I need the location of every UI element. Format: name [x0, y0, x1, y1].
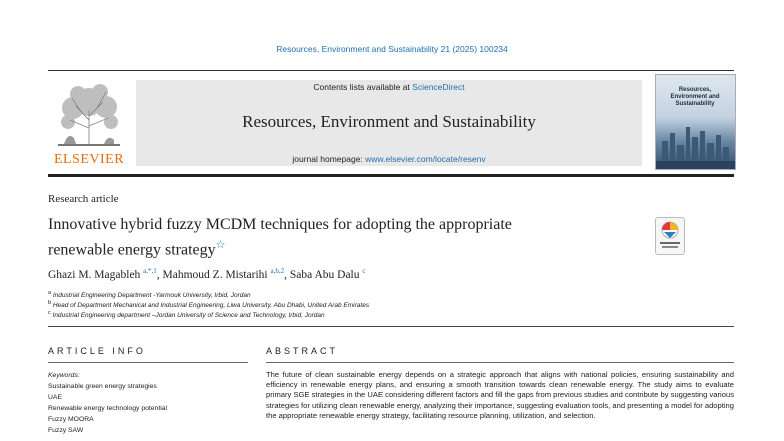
title-line-1: Innovative hybrid fuzzy MCDM techniques for adopting the appropriate	[48, 216, 512, 233]
section-divider	[48, 326, 734, 327]
keyword-item[interactable]: UAE	[48, 394, 62, 401]
elsevier-wordmark[interactable]: ELSEVIER	[53, 152, 125, 167]
author-name[interactable]: Ghazi M. Magableh	[48, 268, 141, 281]
abstract-heading: ABSTRACT	[266, 346, 339, 356]
affiliation-item	[48, 300, 369, 309]
title-footnote-star-icon[interactable]: ☆	[215, 239, 226, 251]
author-affiliation-marker[interactable]: a,b,2	[270, 267, 285, 275]
affiliation-item	[48, 310, 325, 319]
affiliation-text: Head of Department Mechanical and Industrial Engineering, Liwa University, Abu Dhabi, United Arab Emirates	[52, 302, 370, 310]
author-affiliation-marker[interactable]: a,*,1	[143, 267, 157, 275]
keyword-item[interactable]: Renewable energy technology potential	[48, 405, 168, 412]
homepage-prefix: journal homepage:	[292, 154, 366, 164]
homepage-link[interactable]: www.elsevier.com/locate/resenv	[365, 154, 486, 164]
article-title	[48, 215, 628, 260]
contents-prefix: Contents lists available at	[313, 82, 413, 92]
affiliation-text: Industrial Engineering department –Jordan University of Science and Technology, Irbid, Jordan	[52, 312, 325, 320]
abstract-rule	[266, 362, 734, 363]
journal-citation[interactable]: Resources, Environment and Sustainability 21 (2025) 100234	[276, 44, 508, 54]
author-name[interactable]: Saba Abu Dalu	[289, 268, 360, 281]
check-for-updates-icon[interactable]	[655, 217, 685, 255]
city-skyline-icon	[656, 119, 735, 169]
keyword-item[interactable]: Fuzzy SAW	[48, 427, 84, 434]
affiliation-key: a	[48, 290, 52, 296]
keyword-item[interactable]: Sustainable green energy strategies	[48, 383, 157, 390]
title-line-2: renewable energy strategy	[48, 241, 216, 259]
header-rule	[48, 70, 734, 71]
header-divider-thick	[48, 174, 734, 177]
author-name[interactable]: Mahmoud Z. Mistarihi	[162, 268, 268, 281]
affiliation-key: c	[48, 310, 51, 316]
article-info-heading: ARTICLE INFO	[48, 346, 146, 356]
keyword-item[interactable]: Fuzzy MOORA	[48, 416, 94, 423]
abstract-text: The future of clean sustainable energy depends on a strategic approach that aligns with national policies, ensuring sustainability and efficiency in renewable energy plans, and ensuring a smooth transition towards clean renewable energy. The study aims to evaluate primary SGE strategies in the UAE considering different factors and fill the gaps from previous studies and contribute by suggesting various strategies for utilizing clean renewable energy, analyzing their importance, suggesting evaluation tools, and presenting a model for adopting the appropriate renewable energy strategy, facilitating resource planning, utilization, and selection.	[266, 370, 734, 420]
affiliation-item	[48, 290, 251, 299]
author-list: Ghazi M. Magableh $^{a,*,1}$, Mahmoud Z. Mistarihi $^{a,b,2}$, Saba Abu Dalu $^c$	[48, 267, 366, 281]
affiliation-key: b	[48, 300, 52, 306]
affiliation-text: Industrial Engineering Department -Yarmouk University, Irbid, Jordan	[52, 292, 251, 300]
cover-title: Resources, Environment and Sustainability	[670, 87, 720, 107]
sciencedirect-link[interactable]: ScienceDirect	[412, 82, 465, 92]
article-type: Research article	[48, 193, 119, 205]
contents-line	[136, 82, 642, 92]
journal-title: Resources, Environment and Sustainability	[242, 112, 536, 131]
author-affiliation-marker[interactable]: c	[362, 267, 366, 275]
journal-homepage-line	[136, 154, 642, 164]
journal-cover-image[interactable]	[655, 74, 736, 170]
article-info-rule	[48, 362, 248, 363]
keywords-label: Keywords:	[48, 372, 80, 379]
